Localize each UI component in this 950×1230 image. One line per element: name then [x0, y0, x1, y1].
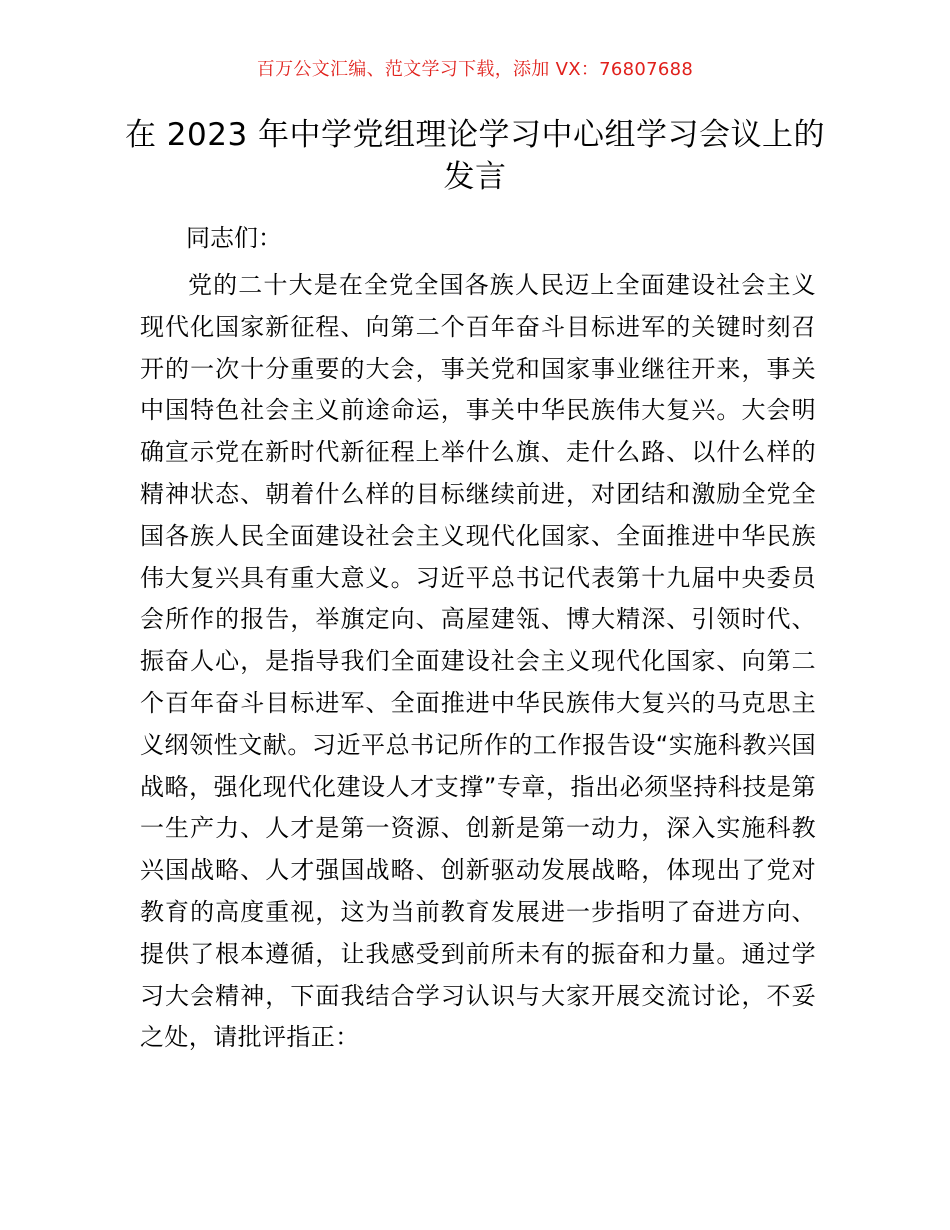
salutation: 同志们：	[186, 224, 282, 252]
header-promo-note: 百万公文汇编、范文学习下载，添加 VX：76807688	[256, 59, 694, 80]
body-paragraph: 党的二十大是在全党全国各族人民迈上全面建设社会主义现代化国家新征程、向第二个百年奋斗目标进军的关键时刻召开的一次十分重要的大会，事关党和国家事业继往开来，事关中国特色社会主义前途命运，事关中华民族伟大复兴。大会明确宣示党在新时代新征程上举什么旗、走什么路、以什么样的精神状态、朝着什么样的目标继续前进，对团结和激励全党全国各族人民全面建设社会主义现代化国家、全面推进中华民族伟大复兴具有重大意义。习近平总书记代表第十九届中央委员会所作的报告，举旗定向、高屋建瓴、博大精深、引领时代、振奋人心，是指导我们全面建设社会主义现代化国家、向第二个百年奋斗目标进军、全面推进中华民族伟大复兴的马克思主义纲领性文献。习近平总书记所作的工作报告设“实施科教兴国战略，强化现代化建设人才支撑”专章，指出必须坚持科技是第一生产力、人才是第一资源、创新是第一动力，深入实施科教兴国战略、人才强国战略、创新驱动发展战略，体现出了党对教育的高度重视，这为当前教育发展进一步指明了奋进方向、提供了根本遵循，让我感受到前所未有的振奋和力量。通过学习大会精神，下面我结合学习认识与大家开展交流讨论，不妥之处，请批评指正：	[140, 271, 816, 1052]
document-title: 在 2023 年中学党组理论学习中心组学习会议上的发言	[124, 117, 826, 195]
